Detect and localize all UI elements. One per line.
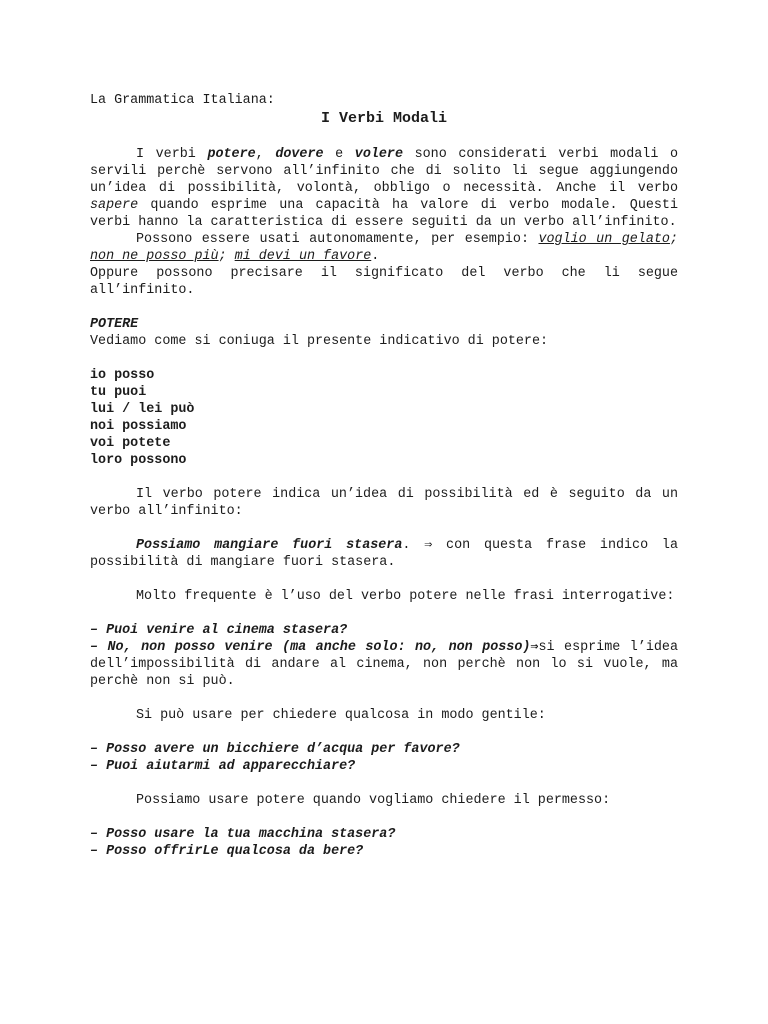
conjugation-item: noi possiamo: [90, 419, 187, 434]
autonomous-paragraph: Possono essere usati autonomamente, per esempio: voglio un gelato; non ne posso più; mi devi un favore.: [90, 232, 678, 264]
example-voglio: voglio un gelato: [538, 232, 670, 247]
example-devi: mi devi un favore: [234, 249, 372, 264]
document-page: [90, 92, 678, 860]
conjugation-item: loro possono: [90, 453, 187, 468]
possibility-paragraph: Il verbo potere indica un’idea di possibilità ed è seguito da un verbo all’infinito:: [90, 487, 678, 519]
question-line: – Puoi venire al cinema stasera?: [90, 623, 348, 638]
section-heading-potere: POTERE: [90, 317, 139, 332]
term-potere: potere: [207, 147, 256, 162]
example-posso: non ne posso più: [90, 249, 219, 264]
example-paragraph: Possiamo mangiare fuori stasera. ⇒ con questa frase indico la possibilità di mangiare fuori stasera.: [90, 538, 678, 570]
gentle-example: – Puoi aiutarmi ad apparecchiare?: [90, 759, 356, 774]
conjugation-item: tu puoi: [90, 385, 147, 400]
term-dovere: dovere: [275, 147, 324, 162]
conjugation-list: [90, 367, 678, 469]
term-volere: volere: [354, 147, 403, 162]
example-sentence: Possiamo mangiare fuori stasera: [136, 538, 403, 553]
term-sapere: sapere: [90, 198, 139, 213]
conjugation-item: voi potete: [90, 436, 171, 451]
answer-paragraph: – No, non posso venire (ma anche solo: no, non posso)⇒si esprime l’idea dell’impossibilità di andare al cinema, non perchè non lo si vuole, ma perchè non si può.: [90, 640, 678, 689]
gentle-example: – Posso avere un bicchiere d’acqua per favore?: [90, 742, 460, 757]
conjugation-item: lui / lei può: [90, 402, 195, 417]
precise-paragraph: Oppure possono precisare il significato del verbo che li segue all’infinito.: [90, 266, 678, 298]
conjugation-intro: Vediamo come si coniuga il presente indicativo di potere:: [90, 334, 549, 349]
permission-example: – Posso usare la tua macchina stasera?: [90, 827, 396, 842]
document-title: I Verbi Modali: [320, 110, 448, 127]
permission-example: – Posso offrirLe qualcosa da bere?: [90, 844, 364, 859]
interrogative-paragraph: Molto frequente è l’uso del verbo potere nelle frasi interrogative:: [136, 589, 675, 604]
document-header: La Grammatica Italiana:: [90, 93, 275, 108]
gentle-intro: Si può usare per chiedere qualcosa in modo gentile:: [136, 708, 546, 723]
permission-intro: Possiamo usare potere quando vogliamo chiedere il permesso:: [136, 793, 611, 808]
conjugation-item: io posso: [90, 368, 155, 383]
intro-paragraph: I verbi potere, dovere e volere sono considerati verbi modali o servili perchè servono all’infinito che di solito li segue aggiungendo un’idea di possibilità, volontà, obbligo o necessità. Anche il verbo sapere quando esprime una capacità ha valore di verbo modale. Questi verbi hanno la caratteristica di essere seguiti da un verbo all’infinito.: [90, 147, 678, 230]
